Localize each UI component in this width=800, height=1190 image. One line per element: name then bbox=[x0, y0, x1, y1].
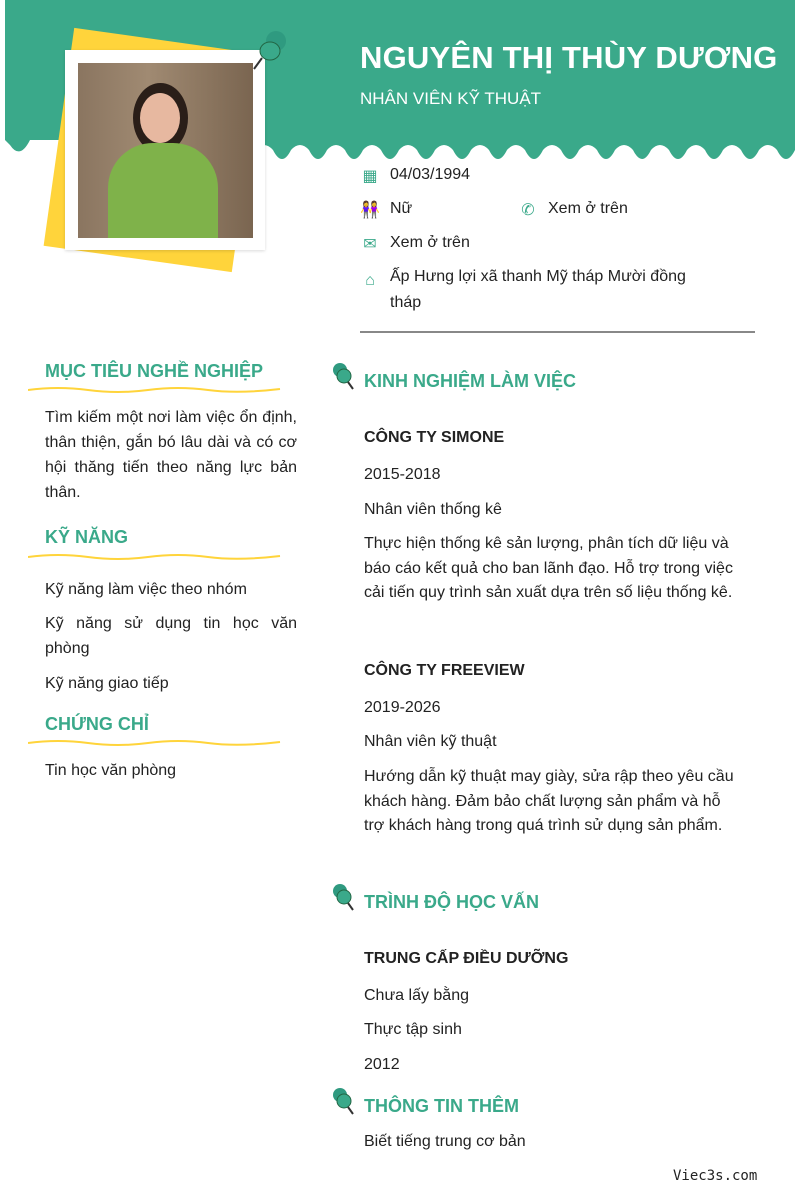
objective-text: Tìm kiếm một nơi làm việc ổn định, thân thiện, gắn bó lâu dài và có cơ hội thăng tiến theo năng lực bản thân. bbox=[45, 409, 297, 501]
company-name: CÔNG TY SIMONE bbox=[364, 429, 505, 446]
job-title: NHÂN VIÊN KỸ THUẬT bbox=[360, 89, 542, 108]
wavy-underline bbox=[28, 552, 283, 562]
skill-item: Kỹ năng giao tiếp bbox=[45, 675, 169, 692]
pushpin-icon bbox=[248, 25, 293, 75]
job-period: 2015-2018 bbox=[364, 466, 441, 483]
candidate-name: NGUYÊN THỊ THÙY DƯƠNG bbox=[360, 40, 778, 75]
education-role: Thực tập sinh bbox=[364, 1021, 462, 1038]
company-name: CÔNG TY FREEVIEW bbox=[364, 662, 525, 679]
pushpin-icon bbox=[328, 882, 356, 912]
wavy-underline bbox=[28, 385, 283, 395]
extra-text: Biết tiếng trung cơ bản bbox=[364, 1133, 526, 1150]
extra-heading: THÔNG TIN THÊM bbox=[364, 1096, 519, 1116]
education-status: Chưa lấy bằng bbox=[364, 987, 469, 1004]
divider bbox=[360, 331, 755, 333]
home-icon: ⌂ bbox=[365, 272, 375, 289]
calendar-icon: ▦ bbox=[362, 168, 378, 185]
job-description: Thực hiện thống kê sản lượng, phân tích dữ liệu và báo cáo kết quả cho ban lãnh đạo. Hỗ trợ trong việc cải tiến quy trình sản xuất dựa trên số liệu thống kê. bbox=[364, 535, 733, 601]
gender: Nữ bbox=[390, 200, 413, 217]
phone-row bbox=[518, 200, 628, 220]
job-period: 2019-2026 bbox=[364, 699, 441, 716]
objective-heading: MỤC TIÊU NGHỀ NGHIỆP bbox=[45, 361, 264, 381]
dob: 04/03/1994 bbox=[390, 166, 471, 183]
certs-heading: CHỨNG CHỈ bbox=[45, 714, 149, 734]
skill-item: Kỹ năng làm việc theo nhóm bbox=[45, 581, 247, 598]
email-icon: ✉ bbox=[363, 236, 377, 253]
education-heading: TRÌNH ĐỘ HỌC VẤN bbox=[364, 892, 539, 912]
school-name: TRUNG CẤP ĐIỀU DƯỠNG bbox=[364, 950, 569, 967]
dob-row bbox=[360, 166, 470, 186]
address-row bbox=[360, 268, 740, 316]
education-year: 2012 bbox=[364, 1056, 400, 1073]
email: Xem ở trên bbox=[390, 234, 470, 251]
watermark: Viec3s.com bbox=[673, 1168, 758, 1184]
pushpin-icon bbox=[328, 361, 356, 391]
phone: Xem ở trên bbox=[548, 200, 628, 217]
skills-heading: KỸ NĂNG bbox=[45, 527, 129, 547]
job-position: Nhân viên kỹ thuật bbox=[364, 733, 497, 750]
email-row bbox=[360, 234, 470, 254]
address: Ấp Hưng lợi xã thanh Mỹ tháp Mười đồng tháp bbox=[390, 268, 686, 311]
profile-photo bbox=[78, 63, 253, 238]
gender-icon: 👭 bbox=[360, 202, 380, 219]
job-description: Hướng dẫn kỹ thuật may giày, sửa rập theo yêu cầu khách hàng. Đảm bảo chất lượng sản phẩm và hỗ trợ khách hàng trong quá trình sử dụng sản phẩm. bbox=[364, 768, 734, 834]
pushpin-icon bbox=[328, 1086, 356, 1116]
phone-icon: ✆ bbox=[521, 202, 535, 219]
wavy-underline bbox=[28, 738, 283, 748]
gender-row bbox=[360, 200, 412, 220]
job-position: Nhân viên thống kê bbox=[364, 501, 502, 518]
experience-heading: KINH NGHIỆM LÀM VIỆC bbox=[364, 371, 577, 391]
skill-item: Kỹ năng sử dụng tin học văn phòng bbox=[45, 615, 297, 657]
cert-item: Tin học văn phòng bbox=[45, 762, 177, 779]
photo-frame bbox=[65, 50, 265, 250]
